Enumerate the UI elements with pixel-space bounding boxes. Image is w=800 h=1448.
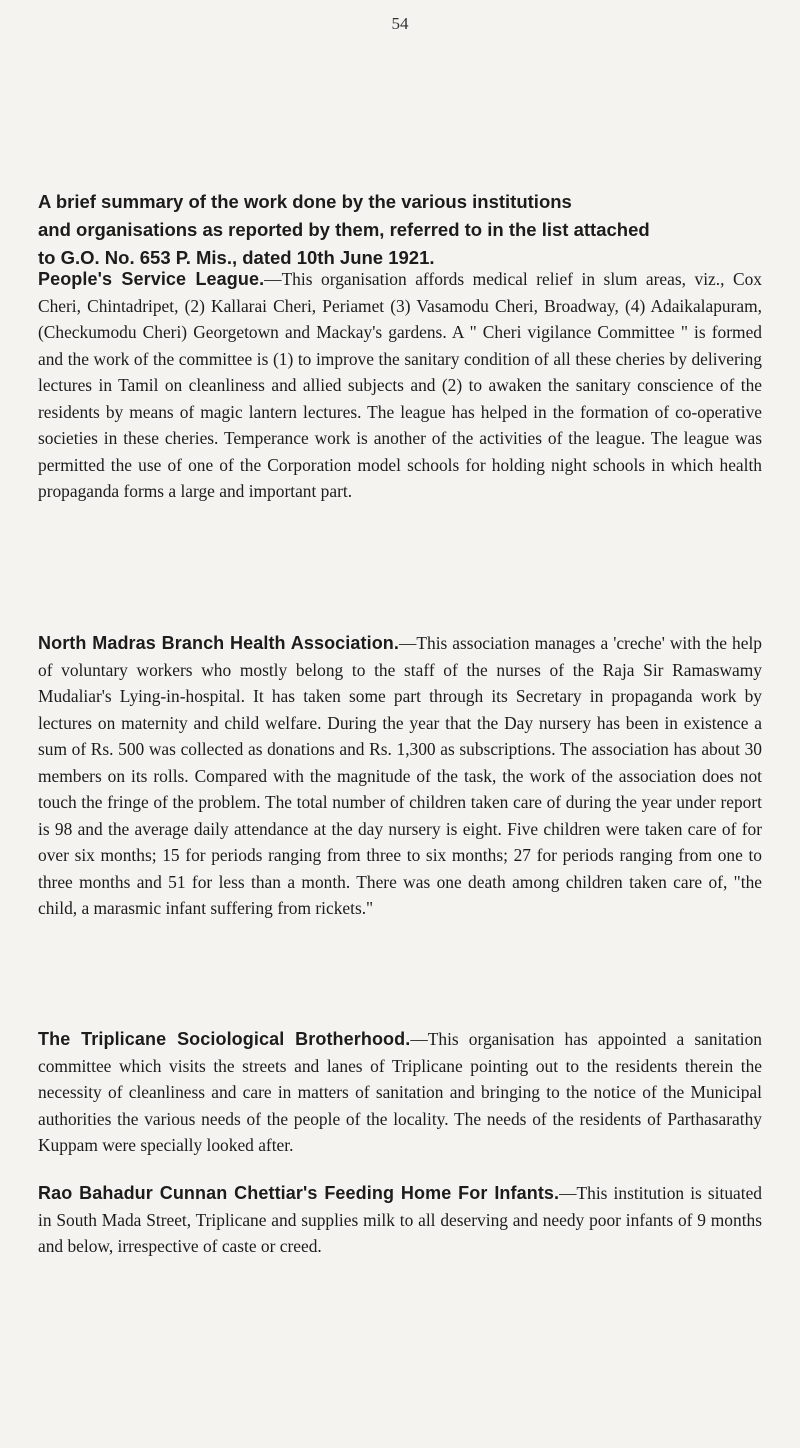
section-title: The Triplicane Sociological Brotherhood.	[38, 1029, 411, 1049]
heading-line-1: A brief summary of the work done by the various institutions	[38, 191, 572, 212]
section-peoples-service-league	[38, 266, 762, 505]
section-text: —This organisation has appointed a sanitation committee which visits the streets and lanes of Triplicane pointing out to the residents therein the necessity of cleanliness and care in matters of sanitation and bringing to the notice of the Municipal authorities the various needs of the people of the locality. The needs of the residents of Parthasarathy Kuppam were specially looked after.	[38, 1029, 763, 1155]
page-number: 54	[391, 14, 409, 33]
section-north-madras-health-association	[38, 630, 762, 922]
section-text: —This institution is situated in South Mada Street, Triplicane and supplies milk to all deserving and needy poor infants of 9 months and below, irrespective of caste or creed.	[38, 1183, 762, 1256]
section-title: Rao Bahadur Cunnan Chettiar's Feeding Home For Infants.	[38, 1183, 560, 1203]
document-heading	[38, 188, 768, 272]
heading-line-3: to G.O. No. 653 P. Mis., dated 10th June 1921.	[38, 247, 435, 268]
section-cunnan-chettiar-feeding-home	[38, 1180, 762, 1260]
section-title: North Madras Branch Health Association.	[38, 633, 399, 653]
section-text: —This organisation affords medical relief in slum areas, viz., Cox Cheri, Chintadripet, (2) Kallarai Cheri, Periamet (3) Vasamodu Cheri, Broadway, (4) Adaikalapuram, (Checkumodu Cheri) Georgetown and Mackay's gardens. A " Cheri vigilance Committee " is formed and the work of the committee is (1) to improve the sanitary condition of all these cheries by delivering lectures in Tamil on cleanliness and allied subjects and (2) to awaken the sanitary conscience of the residents by means of magic lantern lectures. The league has helped in the formation of co-operative societies in these cheries. Temperance work is another of the activities of the league. The league was permitted the use of one of the Corporation model schools for holding night schools in which health propaganda forms a large and important part.	[38, 269, 762, 501]
section-text: —This association manages a 'creche' with the help of voluntary workers who mostly belong to the staff of the nurses of the Raja Sir Ramaswamy Mudaliar's Lying-in-hospital. It has taken some part through its Secretary in propaganda work by lectures on maternity and child welfare. During the year that the Day nursery has been in existence a sum of Rs. 500 was collected as donations and Rs. 1,300 as subscriptions. The association has about 30 members on its rolls. Compared with the magnitude of the task, the work of the association does not touch the fringe of the problem. The total number of children taken care of during the year under report is 98 and the average daily attendance at the day nursery is eight. Five children were taken care of for over six months; 15 for periods ranging from three to six months; 27 for periods ranging from one to three months and 51 for less than a month. There was one death among children taken care of, "the child, a marasmic infant suffering from rickets."	[38, 633, 762, 918]
section-triplicane-sociological-brotherhood	[38, 1026, 762, 1159]
heading-line-2: and organisations as reported by them, referred to in the list attached	[38, 219, 650, 240]
section-title: People's Service League.	[38, 269, 265, 289]
